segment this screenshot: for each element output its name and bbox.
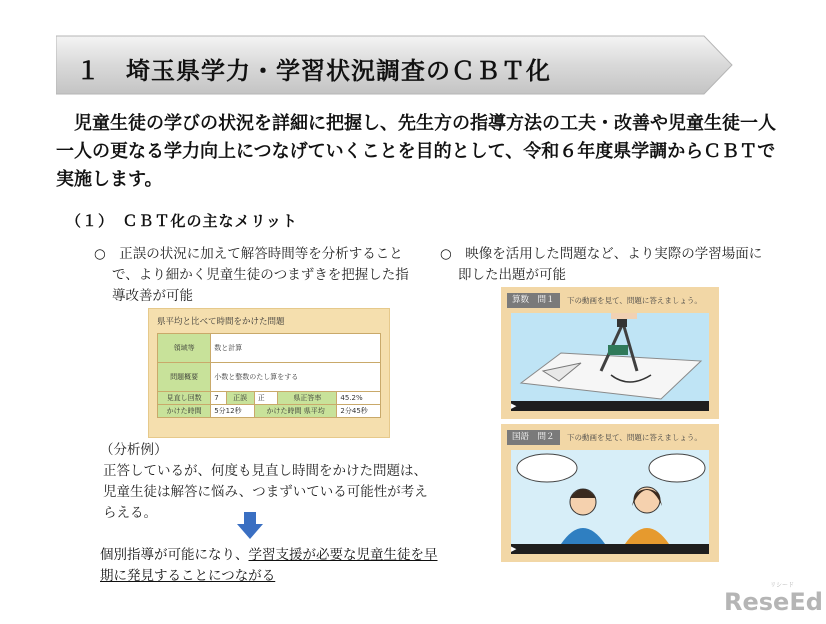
table-cell-value: 45.2% bbox=[337, 392, 381, 405]
table-cell-value: 正 bbox=[254, 392, 278, 405]
analysis-table-title: 県平均と比べて時間をかけた問題 bbox=[157, 317, 285, 327]
table-row bbox=[158, 405, 381, 418]
merit-left-text: ○ 正誤の状況に加えて解答時間等を分析することで、より細かく児童生徒のつまずきを把握した指導改善が可能 bbox=[94, 246, 409, 304]
question-text: 下の動画を見て、問題に答えましょう。 bbox=[567, 296, 702, 305]
table-cell-label: かけた時間 bbox=[158, 405, 211, 418]
video-panel-japanese bbox=[501, 424, 719, 562]
table-cell-label: 見直し回数 bbox=[158, 392, 211, 405]
table-cell-value: 小数と整数のたし算をする bbox=[211, 363, 381, 392]
table-cell-value: 5分12秒 bbox=[211, 405, 255, 418]
students-talking-icon bbox=[511, 450, 709, 544]
video-controls[interactable]: ▶ bbox=[511, 401, 709, 411]
subject-chip: 算数 問１ bbox=[507, 293, 560, 308]
table-cell-value: 2分45秒 bbox=[337, 405, 381, 418]
table-cell-label: 領域等 bbox=[158, 334, 211, 363]
merits-heading: （１） ＣＢＴ化の主なメリット bbox=[66, 212, 298, 230]
analysis-table bbox=[157, 333, 381, 418]
down-arrow-icon bbox=[236, 512, 264, 540]
conclusion-part1: 個別指導が可能になり、 bbox=[100, 547, 249, 563]
analysis-table-figure bbox=[148, 308, 390, 438]
table-cell-value: 数と計算 bbox=[211, 334, 381, 363]
example-label: （分析例） bbox=[100, 442, 168, 458]
question-text: 下の動画を見て、問題に答えましょう。 bbox=[567, 433, 702, 442]
conclusion bbox=[100, 545, 450, 587]
video-controls[interactable]: ▶ bbox=[511, 544, 709, 554]
merit-left bbox=[94, 244, 422, 307]
subject-chip: 国語 問２ bbox=[507, 430, 560, 445]
watermark-logo: ReseEd bbox=[724, 588, 823, 616]
section-banner bbox=[56, 34, 734, 96]
merit-right bbox=[440, 244, 770, 286]
watermark-small-text: リシード bbox=[770, 582, 795, 589]
table-cell-label: 県正答率 bbox=[278, 392, 337, 405]
table-cell-value: 7 bbox=[211, 392, 226, 405]
merit-right-text: ○ 映像を活用した問題など、より実際の学習場面に即した出題が可能 bbox=[440, 246, 763, 283]
table-row bbox=[158, 363, 381, 392]
table-cell-label: 問題概要 bbox=[158, 363, 211, 392]
table-row bbox=[158, 334, 381, 363]
video-screen[interactable] bbox=[511, 313, 709, 411]
video-screen[interactable] bbox=[511, 450, 709, 554]
intro-text: 児童生徒の学びの状況を詳細に把握し、先生方の指導方法の工夫・改善や児童生徒一人一人の更なる学力向上につなげていくことを目的として、令和６年度県学調からＣＢＴで実施します。 bbox=[56, 113, 776, 190]
table-cell-label: 正誤 bbox=[226, 392, 254, 405]
video-panel-math bbox=[501, 287, 719, 419]
table-row bbox=[158, 392, 381, 405]
example-body: 正答しているが、何度も見直し時間をかけた問題は、児童生徒は解答に悩み、つまずいている可能性が考えらえる。 bbox=[103, 463, 428, 521]
conclusion-part2: 学習支援が必要な児童生徒を早期に発見することにつながる bbox=[100, 547, 438, 584]
intro-paragraph bbox=[56, 110, 786, 194]
compass-drawing-icon bbox=[511, 313, 709, 401]
page-title: １ 埼玉県学力・学習状況調査のＣＢＴ化 bbox=[76, 57, 551, 85]
table-cell-label: かけた時間 県平均 bbox=[254, 405, 337, 418]
